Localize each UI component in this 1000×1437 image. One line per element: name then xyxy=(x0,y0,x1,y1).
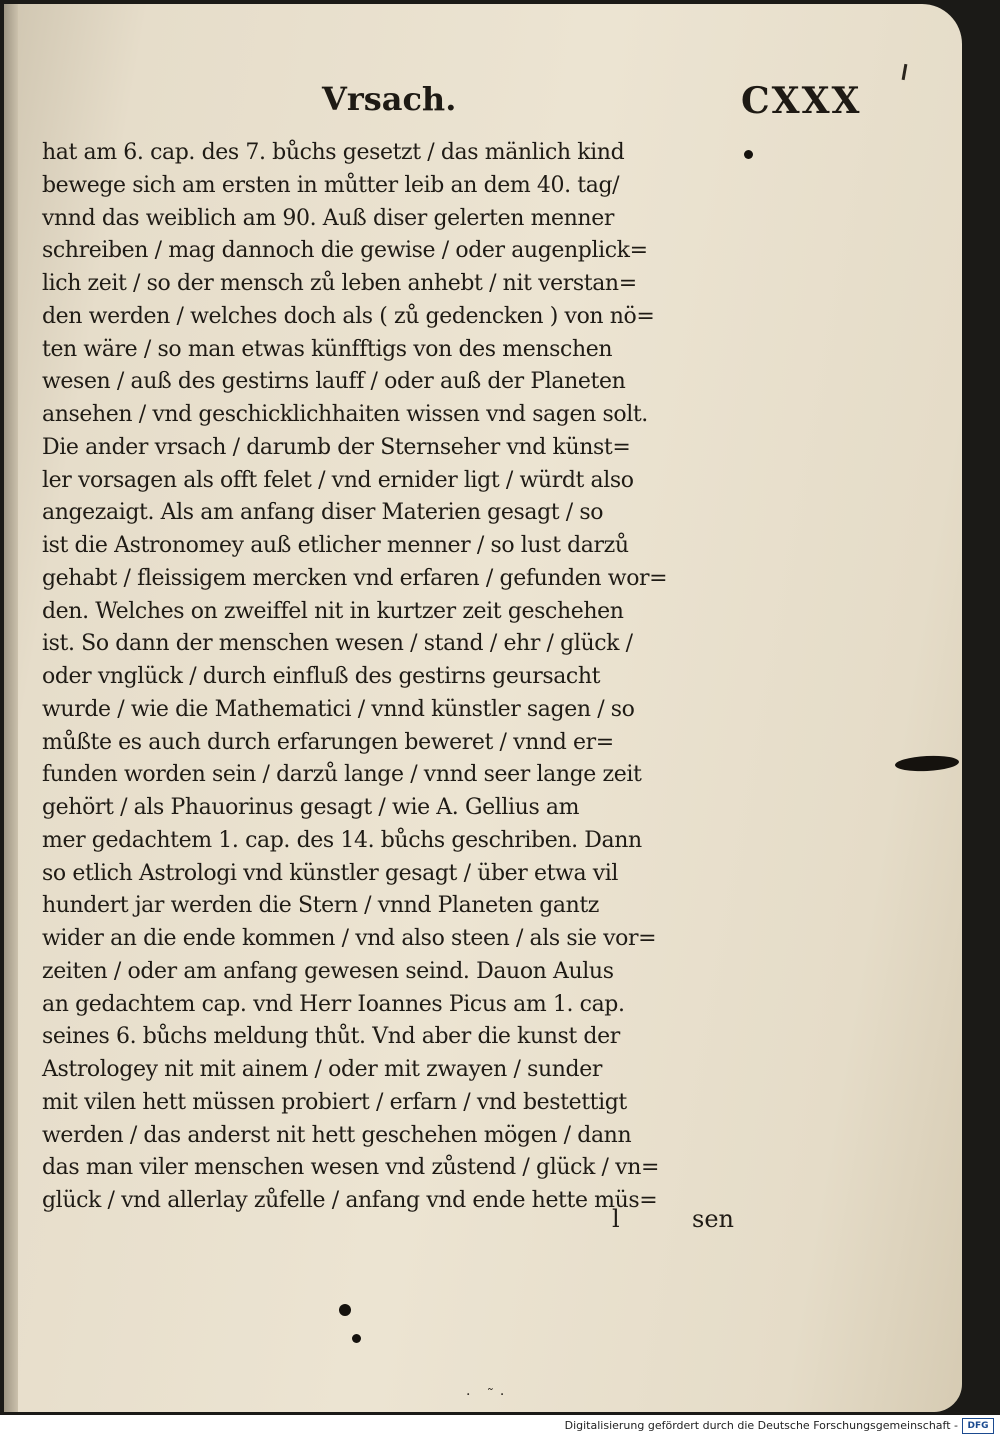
text-line: schreiben / mag dannoch die gewise / oder augenplick= xyxy=(42,238,648,264)
text-line: ansehen / vnd geschicklichhaiten wissen vnd sagen solt. xyxy=(42,402,648,427)
signature-mark: l xyxy=(612,1205,620,1233)
text-line: mer gedachtem 1. cap. des 14. bůchs geschriben. Dann xyxy=(42,827,642,853)
page-header xyxy=(0,78,1000,134)
text-line: wider an die ende kommen / vnd also steen / als sie vor= xyxy=(42,926,657,951)
text-line: ist. So dann der menschen wesen / stand / ehr / glück / xyxy=(42,631,633,657)
text-line: glück / vnd allerlay zůfelle / anfang vnd ende hette müs= xyxy=(42,1188,658,1213)
text-line: werden / das anderst nit hett geschehen mögen / dann xyxy=(42,1122,632,1148)
text-line: oder vnglück / durch einfluß des gestirns geursacht xyxy=(42,664,601,689)
ink-dot xyxy=(352,1334,361,1343)
text-line: Astrologey nit mit ainem / oder mit zwayen / sunder xyxy=(42,1057,602,1082)
text-line: ist die Astronomey auß etlicher menner / so lust darzů xyxy=(42,533,629,558)
credit-bar xyxy=(0,1415,1000,1437)
text-line: das man viler menschen wesen vnd zůstend / glück / vn= xyxy=(42,1155,659,1181)
text-line: zeiten / oder am anfang gewesen seind. Dauon Aulus xyxy=(42,958,614,984)
text-line: můßte es auch durch erfarungen beweret / vnnd er= xyxy=(42,729,614,755)
funding-credit: Digitalisierung gefördert durch die Deutsche Forschungsgemeinschaft - xyxy=(564,1419,958,1432)
text-line: gehabt / fleissigem mercken vnd erfaren / gefunden wor= xyxy=(42,565,668,591)
text-line: lich zeit / so der mensch zů leben anhebt / nit verstan= xyxy=(42,271,637,296)
text-line: mit vilen hett müssen probiert / erfarn / vnd bestettigt xyxy=(42,1089,627,1115)
ink-dot xyxy=(339,1304,351,1316)
text-line: funden worden sein / darzů lange / vnnd seer lange zeit xyxy=(42,762,642,788)
text-line: an gedachtem cap. vnd Herr Ioannes Picus am 1. cap. xyxy=(42,991,625,1017)
text-line: bewege sich am ersten in můtter leib an dem 40. tag/ xyxy=(42,172,620,198)
stray-marks: · ˜· xyxy=(466,1387,511,1403)
text-line: so etlich Astrologi vnd künstler gesagt / über etwa vil xyxy=(42,860,619,886)
text-line: ten wäre / so man etwas künfftigs von des menschen xyxy=(42,336,613,362)
text-line: wurde / wie die Mathematici / vnnd künstler sagen / so xyxy=(42,696,635,722)
text-line: gehört / als Phauorinus gesagt / wie A. Gellius am xyxy=(42,795,580,820)
text-line: angezaigt. Als am anfang diser Materien gesagt / so xyxy=(42,500,604,526)
text-line: hundert jar werden die Stern / vnnd Planeten gantz xyxy=(42,893,599,919)
text-line: seines 6. bůchs meldung thůt. Vnd aber die kunst der xyxy=(42,1024,620,1050)
catchword: sen xyxy=(692,1205,734,1233)
text-line: hat am 6. cap. des 7. bůchs gesetzt / das mänlich kind xyxy=(42,140,625,165)
running-head: Vrsach. xyxy=(322,80,457,118)
text-line: wesen / auß des gestirns lauff / oder auß der Planeten xyxy=(42,369,626,395)
ink-dot xyxy=(744,150,753,159)
body-text xyxy=(42,137,742,1218)
text-line: vnnd das weiblich am 90. Auß diser gelerten menner xyxy=(42,205,614,231)
text-line: den. Welches on zweiffel nit in kurtzer zeit geschehen xyxy=(42,598,624,624)
page-foot xyxy=(0,1205,1000,1245)
text-line: ler vorsagen als offt felet / vnd ernider ligt / würdt also xyxy=(42,467,634,493)
dfg-logo-icon: DFG xyxy=(962,1418,994,1434)
text-line: den werden / welches doch als ( zů gedencken ) von nö= xyxy=(42,303,655,329)
folio-number: CXXX xyxy=(741,80,862,122)
text-line: Die ander vrsach / darumb der Sternseher vnd künst= xyxy=(42,434,631,460)
